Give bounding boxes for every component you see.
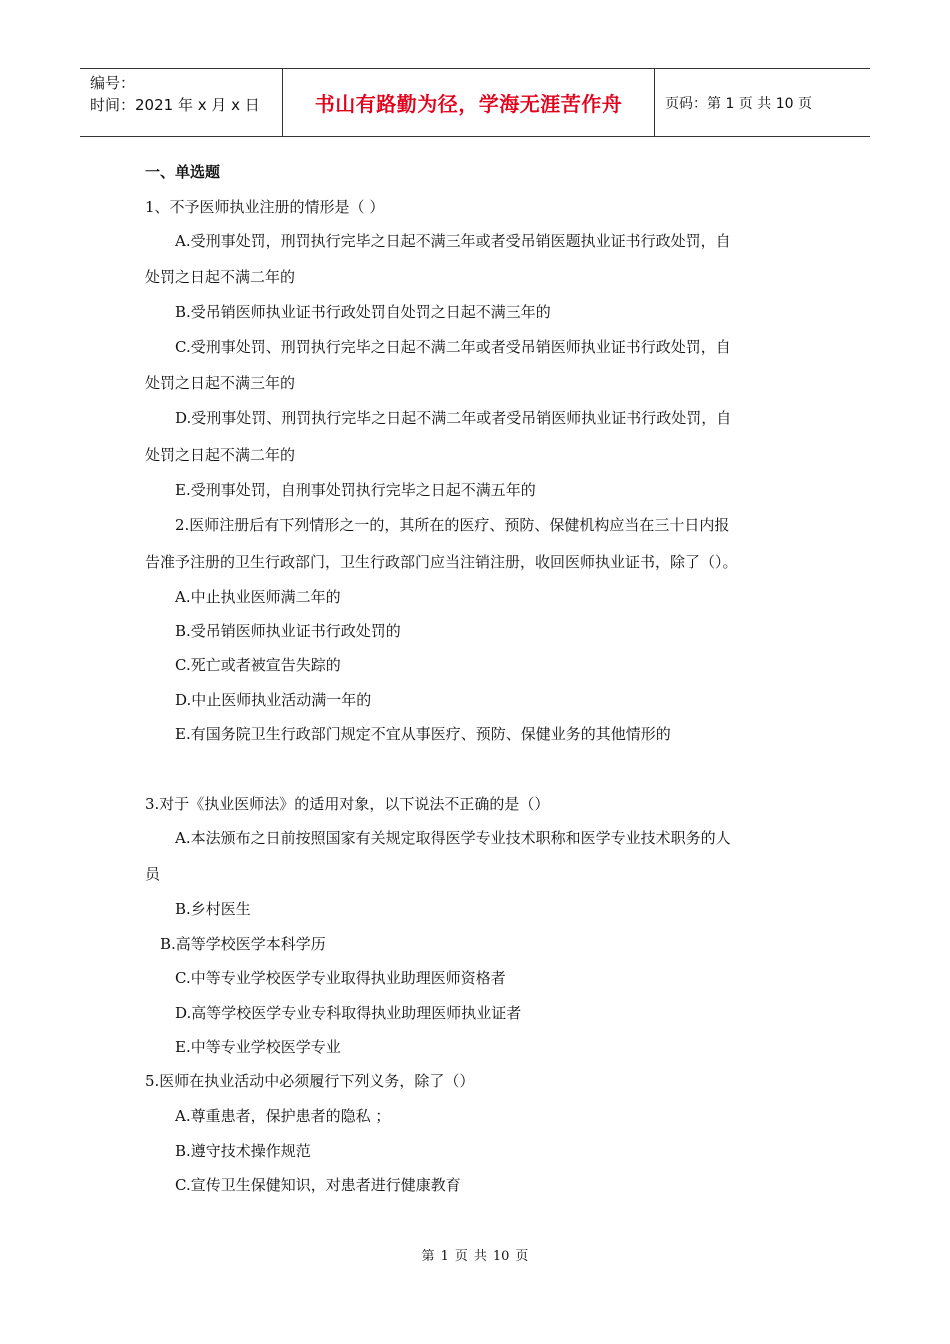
option-line: C.受刑事处罚、刑罚执行完毕之日起不满二年或者受吊销医师执业证书行政处罚，自 <box>175 338 731 356</box>
page-footer <box>0 1248 950 1266</box>
header-info <box>80 69 282 136</box>
option-line: 员 <box>145 865 161 883</box>
option-line: E.受刑事处罚，自刑事处罚执行完毕之日起不满五年的 <box>175 481 536 499</box>
option-line: B.受吊销医师执业证书行政处罚的 <box>175 622 401 640</box>
option-line: C.宣传卫生保健知识，对患者进行健康教育 <box>175 1176 461 1194</box>
date-label: 时间：2021 年 x 月 x 日 <box>90 96 260 114</box>
section-title: 一、单选题 <box>145 163 221 181</box>
option-line: A.本法颁布之日前按照国家有关规定取得医学专业技术职称和医学专业技术职务的人 <box>175 829 731 847</box>
option-line: A.受刑事处罚，刑罚执行完毕之日起不满三年或者受吊销医题执业证书行政处罚，自 <box>175 232 731 250</box>
question-3: 3.对于《执业医师法》的适用对象，以下说法不正确的是（） <box>145 795 550 813</box>
question-5: 5.医师在执业活动中必须履行下列义务，除了（） <box>145 1072 475 1090</box>
footer-text: 第 <box>421 1249 435 1264</box>
footer-text: 共 <box>473 1249 487 1264</box>
option-line: B.乡村医生 <box>175 900 251 918</box>
option-line: E.有国务院卫生行政部门规定不宜从事医疗、预防、保健业务的其他情形的 <box>175 725 671 743</box>
footer-current-page: 1 <box>440 1249 449 1264</box>
question-2-cont: 告准予注册的卫生行政部门，卫生行政部门应当注销注册，收回医师执业证书，除了（）。 <box>145 553 738 571</box>
header-motto: 书山有路勤为径，学海无涯苦作舟 <box>282 69 655 136</box>
header-page-number: 页码：第 1 页 共 10 页 <box>665 95 812 112</box>
footer-text: 页 <box>515 1249 529 1264</box>
option-line: 处罚之日起不满二年的 <box>145 268 296 286</box>
option-line: 处罚之日起不满二年的 <box>145 446 296 464</box>
option-line: E.中等专业学校医学专业 <box>175 1038 341 1056</box>
option-line: B.高等学校医学本科学历 <box>160 935 326 953</box>
question-1: 1、不予医师执业注册的情形是（ ） <box>145 198 385 216</box>
option-line: D.中止医师执业活动满一年的 <box>175 691 372 709</box>
footer-text: 页 <box>454 1249 468 1264</box>
option-line: A.尊重患者，保护患者的隐私 ； <box>175 1107 391 1125</box>
footer-total-pages: 10 <box>492 1249 510 1264</box>
question-2: 2.医师注册后有下列情形之一的，其所在的医疗、预防、保健机构应当在三十日内报 <box>175 516 730 534</box>
option-line: B.受吊销医师执业证书行政处罚自处罚之日起不满三年的 <box>175 303 551 321</box>
option-line: C.死亡或者被宣告失踪的 <box>175 656 341 674</box>
option-line: B.遵守技术操作规范 <box>175 1142 311 1160</box>
option-line: C.中等专业学校医学专业取得执业助理医师资格者 <box>175 969 506 987</box>
serial-number-label: 编号： <box>90 74 136 92</box>
page-header <box>80 68 870 137</box>
option-line: D.高等学校医学专业专科取得执业助理医师执业证者 <box>175 1004 522 1022</box>
option-line: D.受刑事处罚、刑罚执行完毕之日起不满二年或者受吊销医师执业证书行政处罚，自 <box>175 409 732 427</box>
option-line: A.中止执业医师满二年的 <box>175 588 341 606</box>
option-line: 处罚之日起不满三年的 <box>145 374 296 392</box>
